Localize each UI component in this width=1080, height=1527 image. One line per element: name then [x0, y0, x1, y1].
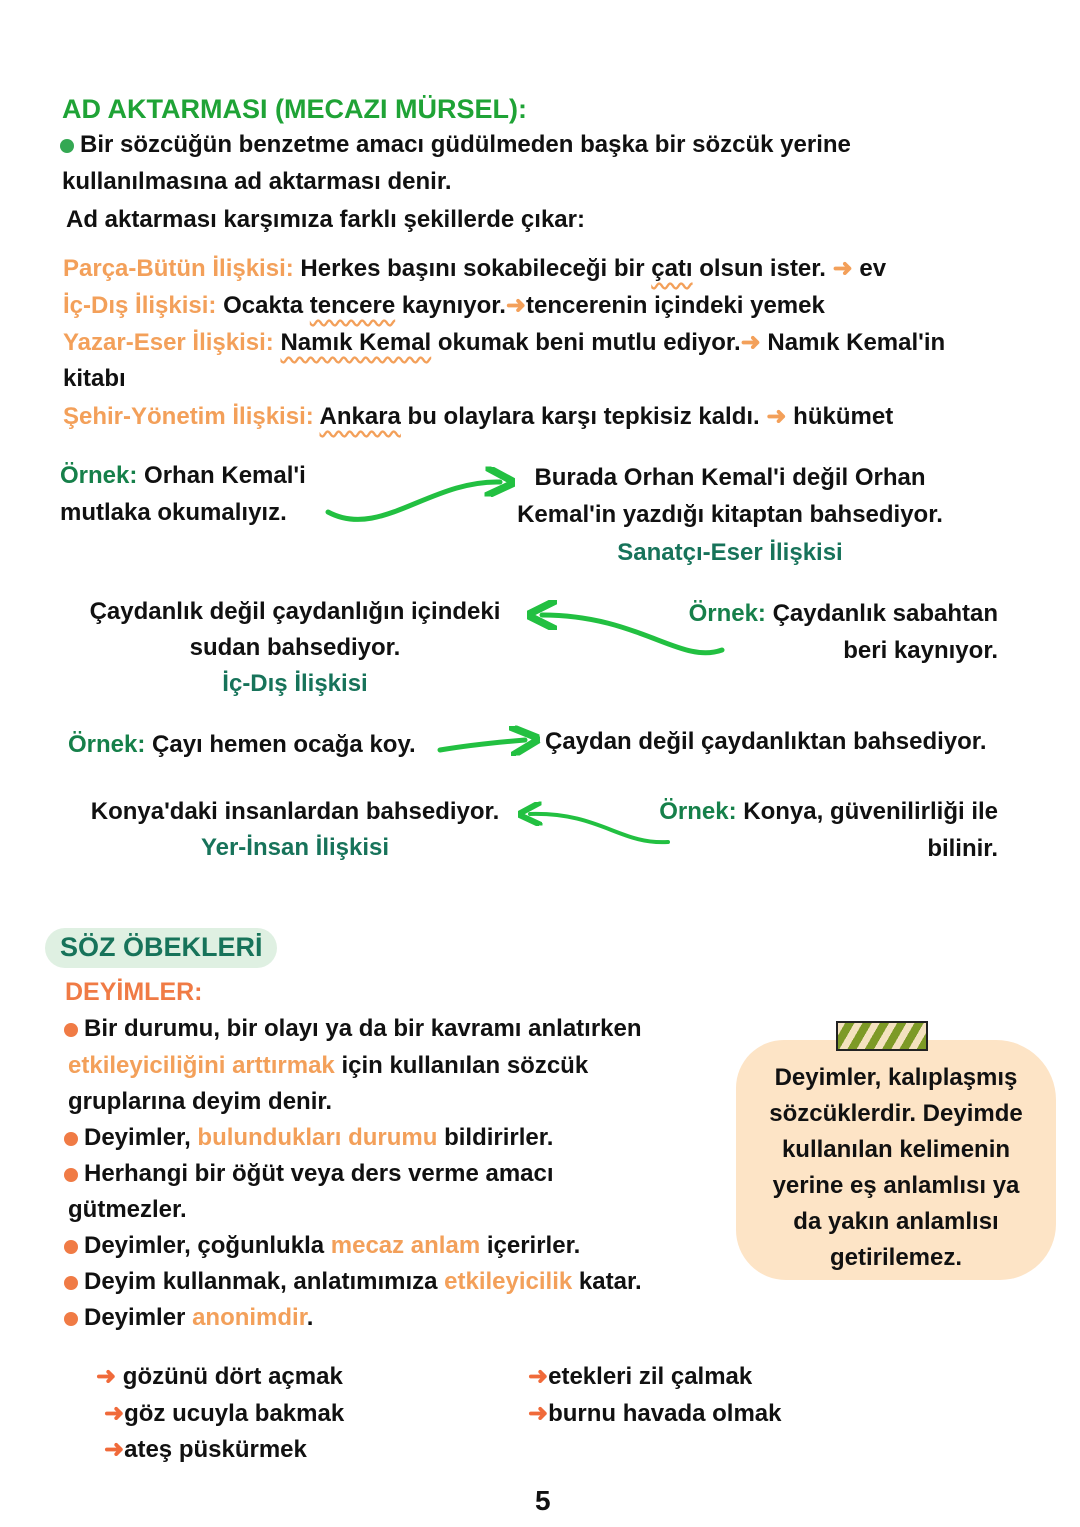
explanation-2: Çaydanlık değil çaydanlığın içindeki — [89, 598, 501, 625]
idiom-item: ➜ateş püskürmek — [104, 1436, 307, 1463]
arrow-icon — [440, 740, 525, 750]
example-1-cont: mutlaka okumalıyız. — [60, 499, 287, 526]
arrow-icon — [542, 615, 722, 653]
arrow-icon — [328, 482, 500, 520]
intro-line: Bir sözcüğün benzetme amacı güdülmeden başka bir sözcük yerine — [60, 131, 851, 159]
arrow-icon: ➜ — [104, 1436, 125, 1463]
callout-text: Deyimler, kalıplaşmış sözcüklerdir. Deyimde kullanılan kelimenin yerine eş anlamlısı ya da yakın anlamlısı getirilemez. — [769, 1064, 1023, 1271]
relation-row: Yazar-Eser İlişkisi: Namık Kemal okumak beni mutlu ediyor.➜ Namık Kemal'in — [63, 329, 946, 356]
arrow-icon: ➜ — [528, 1400, 549, 1427]
intro-line: kullanılmasına ad aktarması denir. — [62, 168, 452, 195]
explanation-4: Konya'daki insanlardan bahsediyor. — [90, 798, 500, 825]
arrow-icon — [530, 814, 668, 842]
bullet-item-cont: gütmezler. — [68, 1196, 187, 1223]
bullet-icon — [64, 1132, 78, 1146]
bullet-icon — [64, 1168, 78, 1182]
bullet-item: Herhangi bir öğüt veya ders verme amacı — [64, 1160, 554, 1188]
relation-row: İç-Dış İlişkisi: Ocakta tencere kaynıyor.➜tencerenin içindeki yemek — [63, 292, 825, 319]
idiom-item: ➜ gözünü dört açmak — [96, 1363, 343, 1390]
bullet-icon — [64, 1240, 78, 1254]
bullet-icon — [64, 1276, 78, 1290]
idiom-item: ➜göz ucuyla bakmak — [104, 1400, 345, 1427]
bullet-item-cont: etkileyiciliğini arttırmak için kullanılan sözcük — [68, 1052, 589, 1079]
relation-tag: Yer-İnsan İlişkisi — [200, 834, 390, 861]
bullet-icon — [64, 1023, 78, 1037]
bullet-item: Deyimler anonimdir. — [64, 1304, 313, 1332]
idiom-item: ➜etekleri zil çalmak — [528, 1363, 753, 1390]
explanation-1: Kemal'in yazdığı kitaptan bahsediyor. — [517, 501, 943, 528]
relation-row: Parça-Bütün İlişkisi: Herkes başını sokabileceği bir çatı olsun ister. ➜ ev — [63, 255, 887, 282]
example-1: Örnek: Orhan Kemal'i — [60, 462, 306, 489]
bullet-icon — [64, 1312, 78, 1326]
explanation-2: sudan bahsediyor. — [189, 634, 401, 661]
bullet-item: Deyim kullanmak, anlatımımıza etkileyicilik katar. — [64, 1268, 642, 1296]
relation-row: Şehir-Yönetim İlişkisi: Ankara bu olaylara karşı tepkisiz kaldı. ➜ hükümet — [63, 403, 894, 430]
example-4: Örnek: Konya, güvenilirliği ile — [659, 798, 998, 825]
arrow-icon: ➜ — [528, 1363, 549, 1390]
example-2-cont: beri kaynıyor. — [843, 637, 998, 664]
example-2: Örnek: Çaydanlık sabahtan — [688, 600, 998, 627]
example-4-cont: bilinir. — [927, 835, 998, 862]
relation-tag: Sanatçı-Eser İlişkisi — [617, 539, 843, 566]
bullet-item: Deyimler, çoğunlukla mecaz anlam içerirler. — [64, 1232, 580, 1260]
arrow-icon: ➜ — [96, 1363, 117, 1390]
bullet-item-cont: gruplarına deyim denir. — [68, 1088, 333, 1115]
arrow-icon: ➜ — [104, 1400, 125, 1427]
subsection-title: DEYİMLER: — [65, 978, 203, 1006]
page-number: 5 — [535, 1485, 551, 1516]
explanation-1: Burada Orhan Kemal'i değil Orhan — [534, 464, 926, 491]
idiom-item: ➜burnu havada olmak — [528, 1400, 782, 1427]
bullet-item: Bir durumu, bir olayı ya da bir kavramı anlatırken — [64, 1015, 642, 1043]
intro-line: Ad aktarması karşımıza farklı şekillerde çıkar: — [66, 206, 585, 233]
bullet-item: Deyimler, bulundukları durumu bildirirler. — [64, 1124, 553, 1152]
explanation-3: Çaydan değil çaydanlıktan bahsediyor. — [545, 728, 987, 755]
relation-tag: İç-Dış İlişkisi — [222, 670, 368, 697]
section-title: AD AKTARMASI (MECAZI MÜRSEL): — [62, 94, 527, 124]
example-3: Örnek: Çayı hemen ocağa koy. — [68, 731, 416, 758]
tape-decoration — [836, 1021, 928, 1051]
section-title: SÖZ ÖBEKLERİ — [60, 932, 263, 962]
relation-row-cont: kitabı — [63, 365, 126, 392]
